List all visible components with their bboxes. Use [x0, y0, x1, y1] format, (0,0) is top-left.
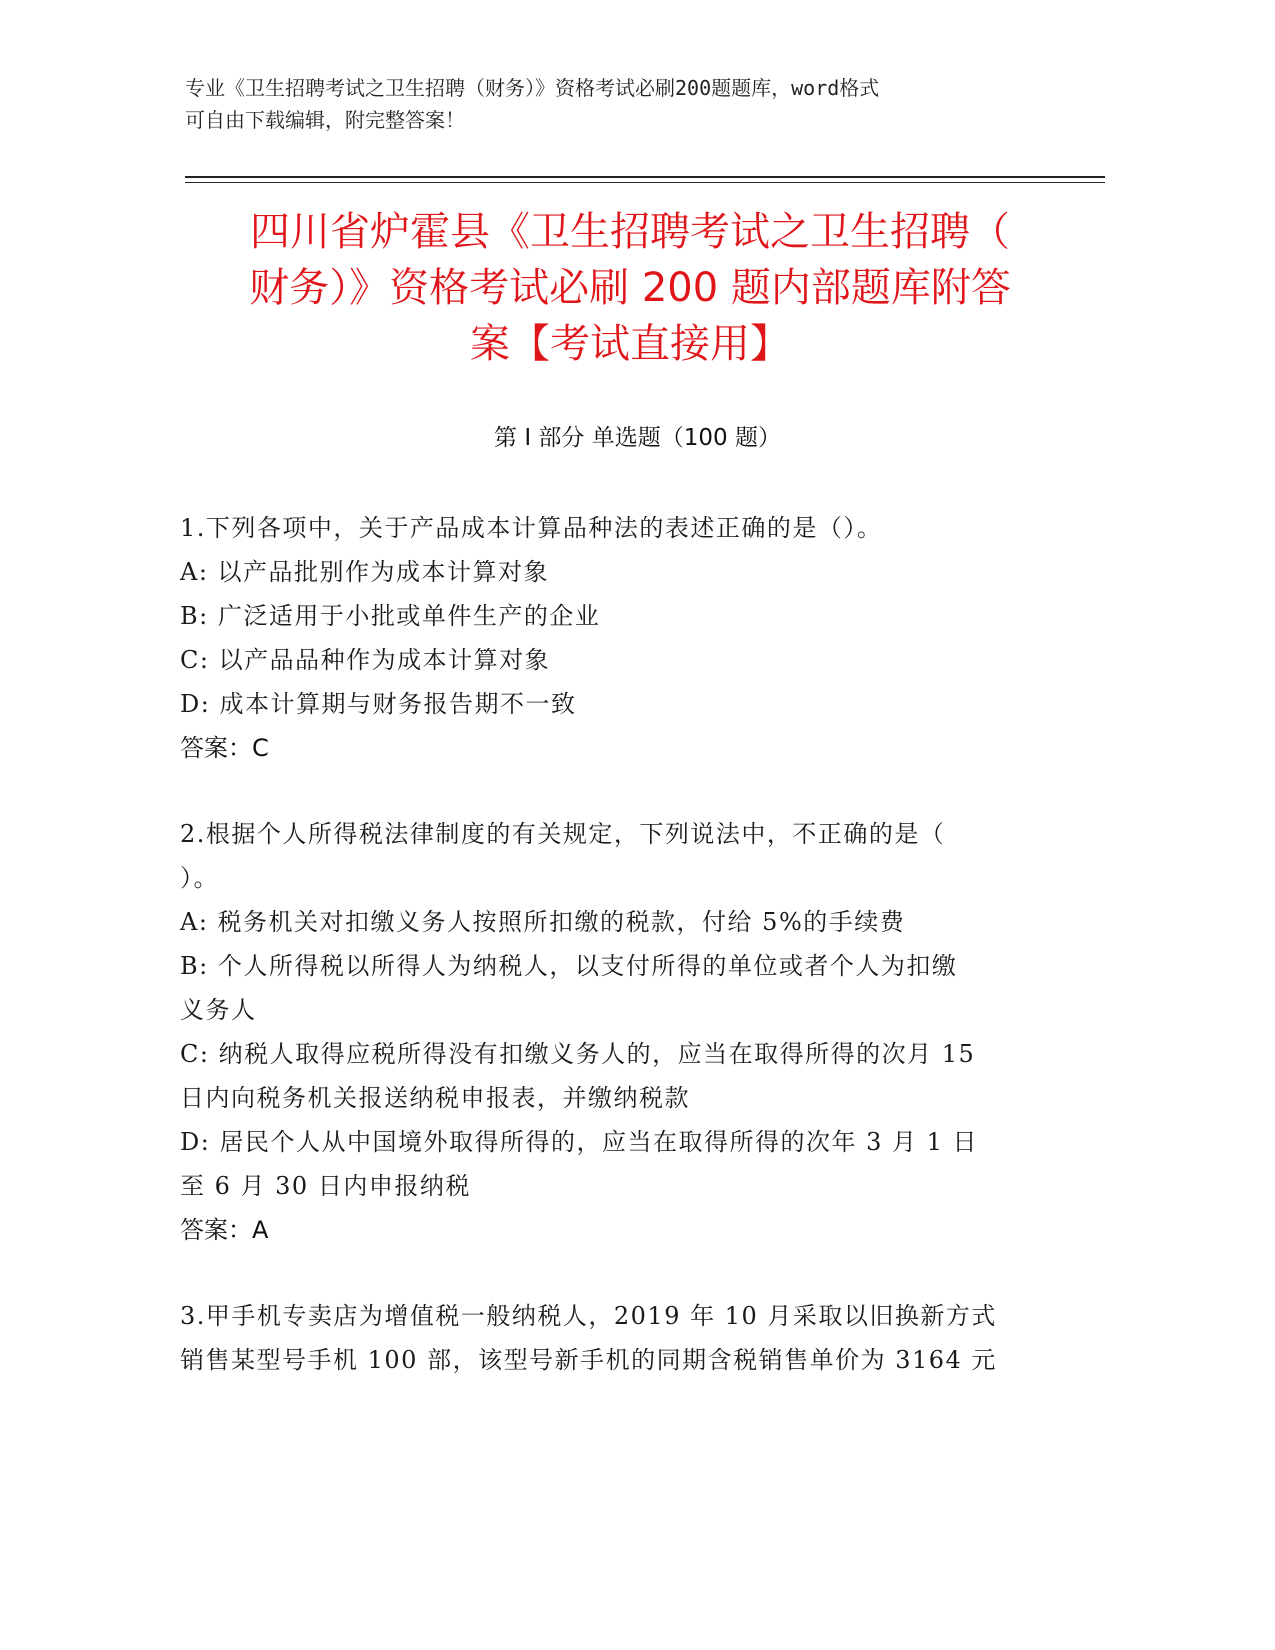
option-b-continued: 义务人	[180, 996, 257, 1024]
question-3	[180, 1294, 1040, 1382]
option-b: B: 个人所得税以所得人为纳税人，以支付所得的单位或者个人为扣缴	[180, 952, 958, 980]
option-a: A: 税务机关对扣缴义务人按照所扣缴的税款，付给 5%的手续费	[180, 908, 906, 936]
question-2	[180, 812, 1040, 1252]
section-heading: 第 I 部分 单选题（100 题）	[494, 425, 781, 451]
header-note	[185, 72, 1065, 136]
option-c: C: 以产品品种作为成本计算对象	[180, 646, 551, 674]
question-stem: 2.根据个人所得税法律制度的有关规定，下列说法中，不正确的是（	[180, 820, 946, 848]
header-divider-thick	[185, 176, 1105, 178]
option-b: B: 广泛适用于小批或单件生产的企业	[180, 602, 601, 630]
header-note-line: 专业《卫生招聘考试之卫生招聘（财务）》资格考试必刷200题题库，word格式	[185, 76, 880, 100]
option-a: A: 以产品批别作为成本计算对象	[180, 558, 550, 586]
question-list	[180, 506, 1040, 1424]
question-stem: 3.甲手机专卖店为增值税一般纳税人，2019 年 10 月采取以旧换新方式	[180, 1302, 997, 1330]
question-stem-continued: 销售某型号手机 100 部，该型号新手机的同期含税销售单价为 3164 元	[180, 1346, 997, 1374]
option-d-continued: 至 6 月 30 日内申报纳税	[180, 1172, 471, 1200]
answer-label: 答案：C	[180, 734, 269, 762]
document-title	[185, 204, 1075, 372]
title-line: 四川省炉霍县《卫生招聘考试之卫生招聘（	[250, 209, 1010, 255]
question-1	[180, 506, 1040, 770]
title-line: 财务）》资格考试必刷 200 题内部题库附答	[249, 265, 1011, 311]
option-d: D: 居民个人从中国境外取得所得的，应当在取得所得的次年 3 月 1 日	[180, 1128, 979, 1156]
header-divider-thin	[185, 182, 1105, 183]
question-stem-continued: ）。	[180, 864, 219, 892]
question-stem: 1.下列各项中，关于产品成本计算品种法的表述正确的是（）。	[180, 514, 883, 542]
option-c-continued: 日内向税务机关报送纳税申报表，并缴纳税款	[180, 1084, 690, 1112]
option-d: D: 成本计算期与财务报告期不一致	[180, 690, 577, 718]
answer-label: 答案：A	[180, 1216, 269, 1244]
option-c: C: 纳税人取得应税所得没有扣缴义务人的，应当在取得所得的次月 15	[180, 1040, 976, 1068]
header-note-line: 可自由下载编辑，附完整答案！	[185, 108, 465, 132]
title-line: 案【考试直接用】	[470, 321, 790, 367]
